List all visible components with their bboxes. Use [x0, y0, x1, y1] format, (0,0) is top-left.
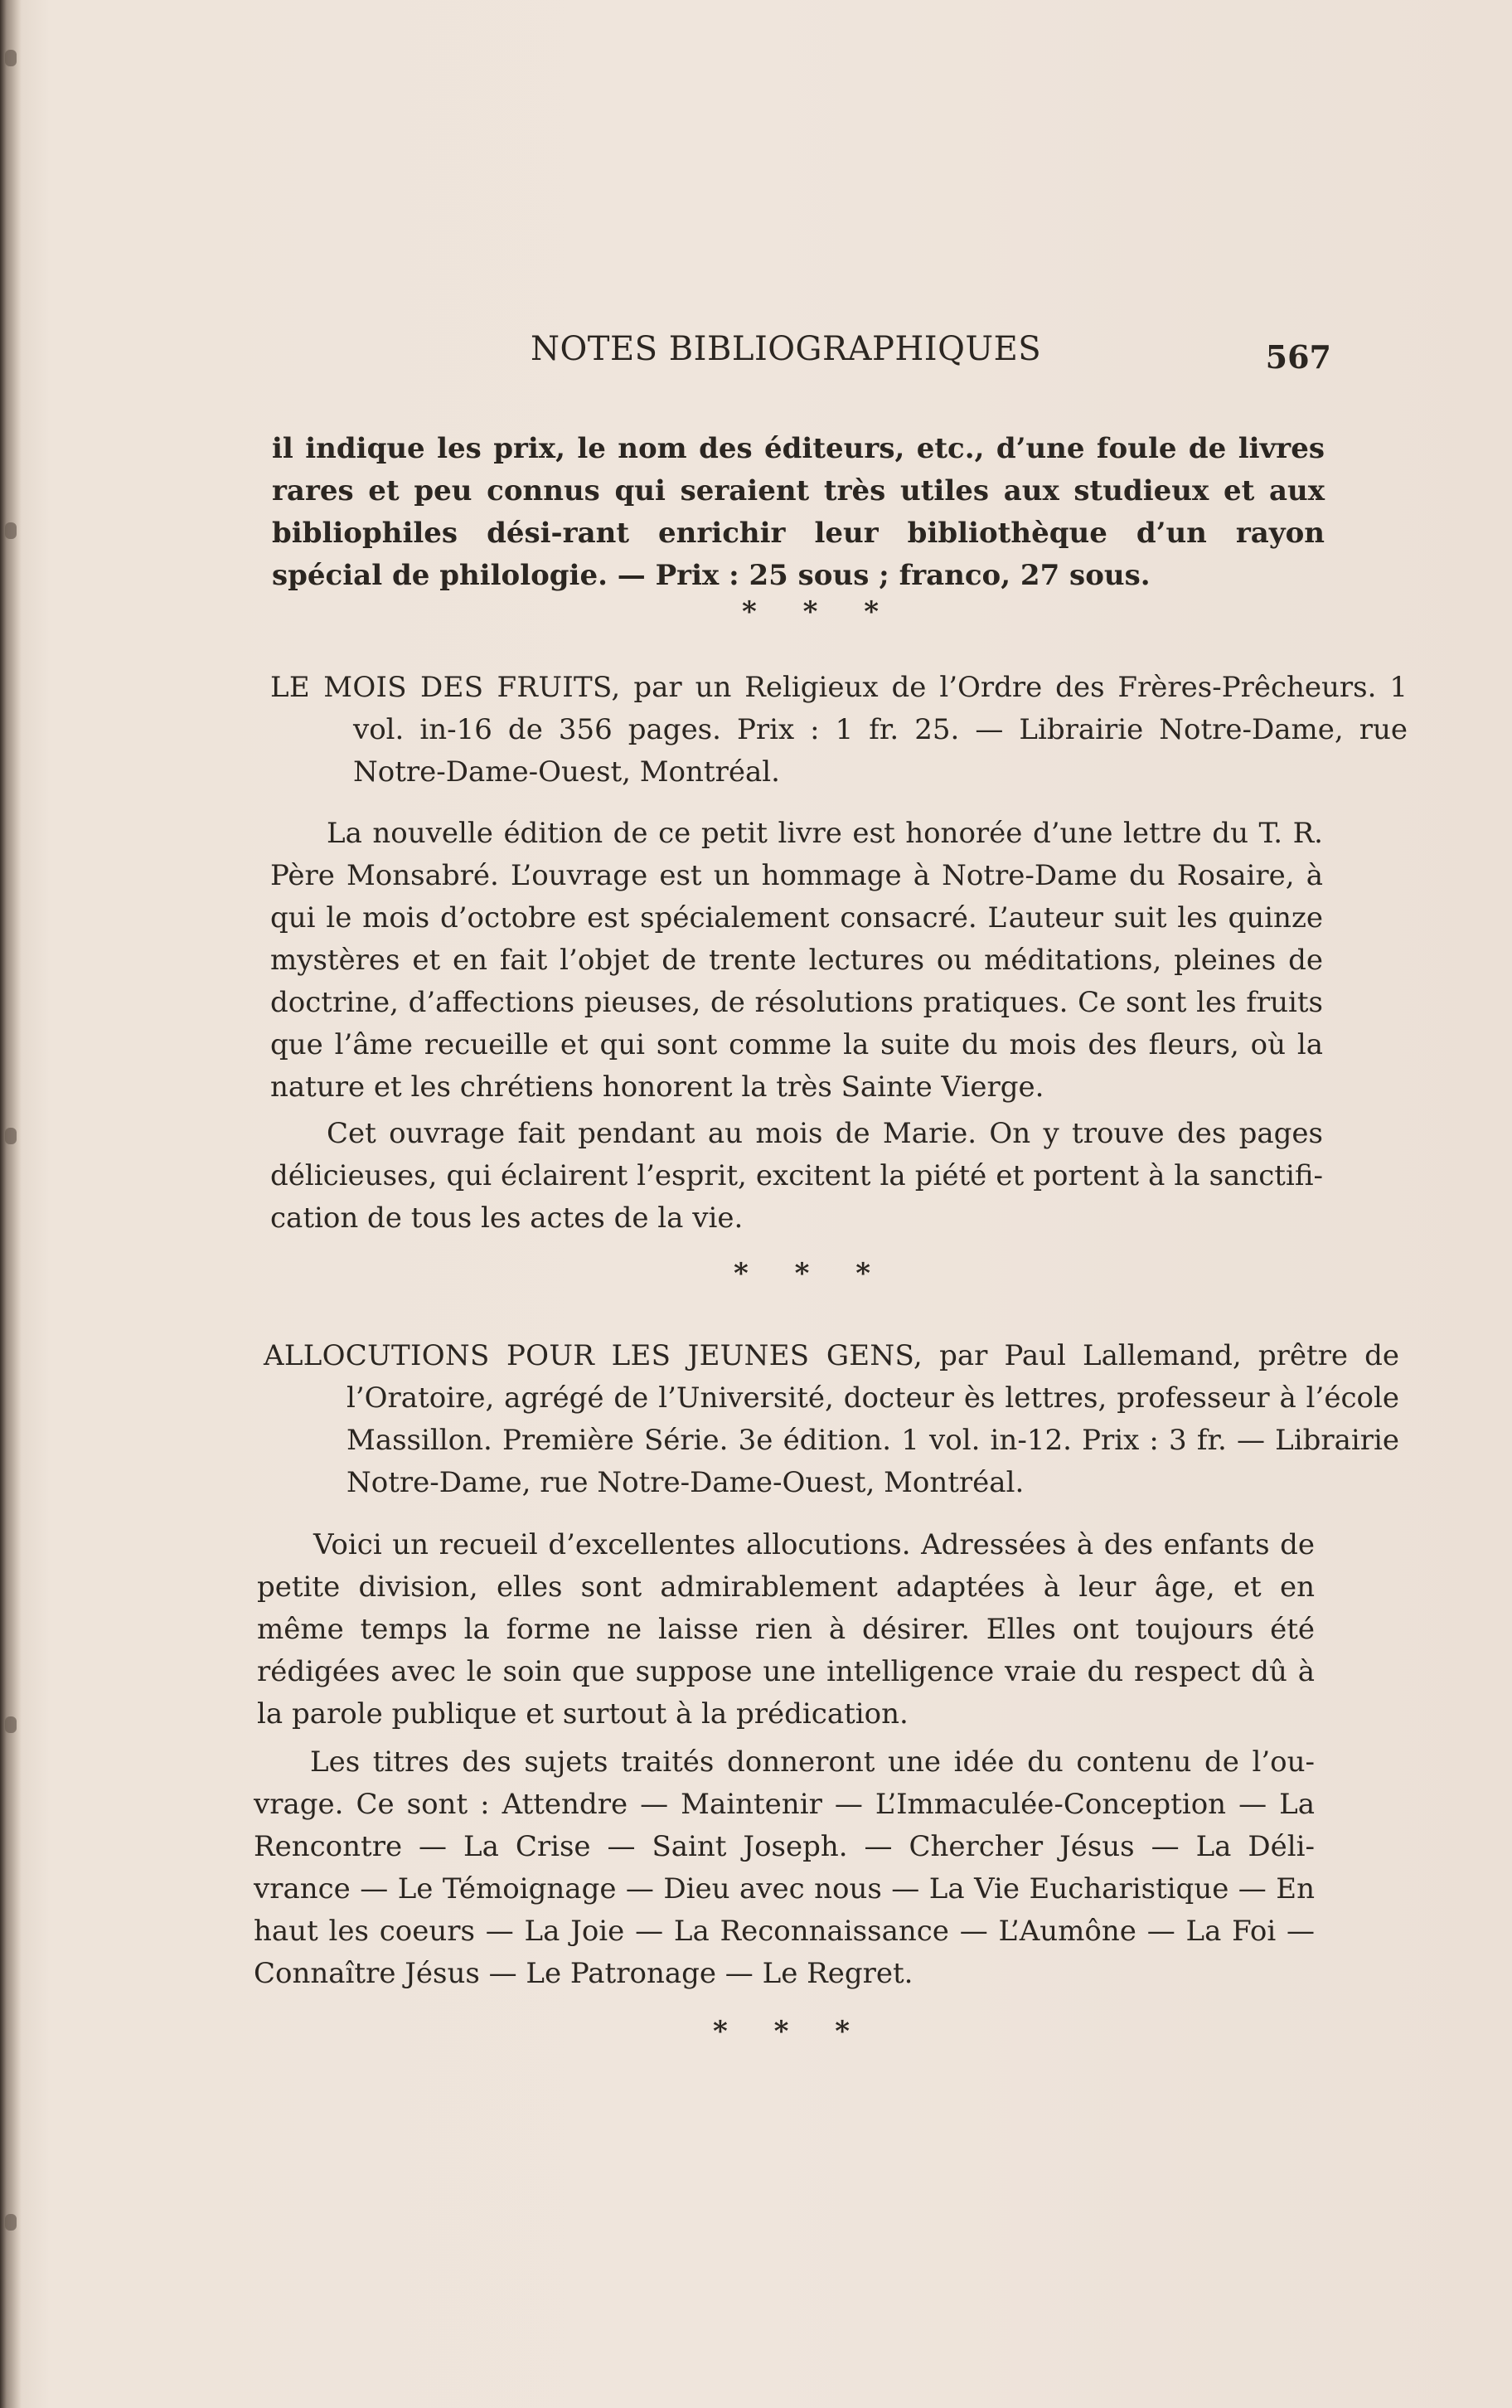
entry-1-details: par un Religieux de l’Ordre des Frères-Prêcheurs. 1 vol. in-16 de 356 pages. Prix : 1 fr. 25. — Librairie Notre-Dame, rue Notre-Dame-Ouest, Montréal. [353, 671, 1408, 789]
page-header [531, 330, 1343, 376]
entry-1-heading [270, 667, 1408, 794]
intro-paragraph: il indique les prix, le nom des éditeurs, etc., d’une foule de livres rares et peu connus qui seraient très utiles aux studieux et aux bibliophiles dési-rant enrichir leur bibliothèque d’un rayon spécial de philologie. — Prix : 25 sous ; franco, 27 sous. [272, 432, 1325, 592]
section-separator: * * * [713, 2015, 869, 2048]
entry-2-paragraph: Voici un recueil d’excellentes allocutions. Adressées à des enfants de petite division, elles sont admirablement adaptées à leur âge, et en même temps la forme ne laisse rien à désirer. Elles ont toujours été rédigées avec le soin que suppose une intelligence vraie du respect dû à la parole publique et surtout à la prédication. [257, 1528, 1315, 1731]
entry-2-title: ALLOCUTIONS POUR LES JEUNES GENS, [264, 1339, 923, 1372]
edge-mark [5, 2214, 17, 2231]
entry-2-heading [264, 1335, 1399, 1504]
entry-1-paragraph: La nouvelle édition de ce petit livre est honorée d’une lettre du T. R. Père Monsabré. L’ouvrage est un hommage à Notre-Dame du Rosaire, à qui le mois d’octobre est spécialement consacré. L’auteur suit les quinze mystères et en fait l’objet de trente lectures ou méditations, pleines de doctrine, d’affections pieuses, de résolutions pratiques. Ce sont les fruits que l’âme recueille et qui sont comme la suite du mois des fleurs, où la nature et les chrétiens honorent la très Sainte Vierge. [270, 817, 1323, 1104]
entry-2-paragraph: Les titres des sujets traités donneront une idée du contenu de l’ou-vrage. Ce sont : Attendre — Maintenir — L’Immaculée-Conception — La Rencontre — La Crise — Saint Joseph. — Chercher Jésus — La Déli-vrance — Le Témoignage — Dieu avec nous — La Vie Eucharistique — En haut les coeurs — La Joie — La Reconnaissance — L’Aumône — La Foi — Connaître Jésus — Le Patronage — Le Regret. [254, 1745, 1315, 1990]
edge-mark [5, 522, 17, 539]
edge-mark [5, 50, 17, 66]
edge-mark [5, 1128, 17, 1144]
edge-mark [5, 1716, 17, 1733]
entry-2-details: par Paul Lallemand, prêtre de l’Oratoire, agrégé de l’Université, docteur ès lettres, professeur à l’école Massillon. Première Série. 3e édition. 1 vol. in-12. Prix : 3 fr. — Librairie Notre-Dame, rue Notre-Dame-Ouest, Montréal. [346, 1339, 1400, 1499]
page-number: 567 [1265, 338, 1331, 376]
section-separator: * * * [742, 595, 898, 629]
page-binding-edge [0, 0, 22, 2408]
section-separator: * * * [734, 1257, 889, 1290]
entry-1-paragraph: Cet ouvrage fait pendant au mois de Marie. On y trouve des pages délicieuses, qui éclairent l’esprit, excitent la piété et portent à la sanctifi-cation de tous les actes de la vie. [270, 1117, 1323, 1235]
entry-1-title: LE MOIS DES FRUITS, [270, 671, 621, 704]
running-title: NOTES BIBLIOGRAPHIQUES [531, 330, 1042, 368]
